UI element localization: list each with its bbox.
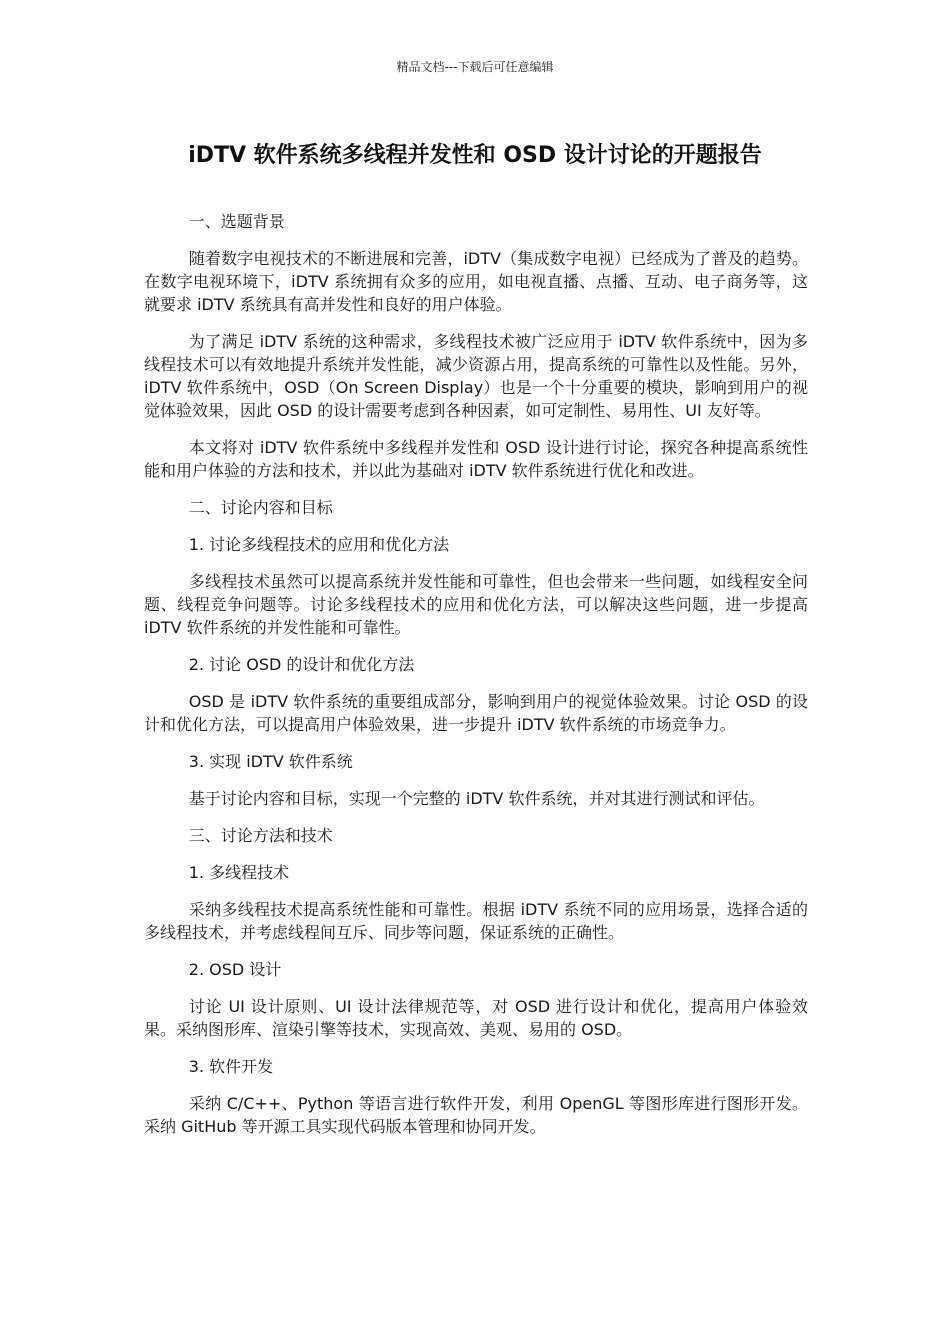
subsection-heading: 3. 软件开发 [188,1057,274,1076]
document-title: iDTV 软件系统多线程并发性和 OSD 设计讨论的开题报告 [188,143,762,168]
subsection-heading: 3. 实现 iDTV 软件系统 [188,752,353,771]
subsection-heading: 1. 讨论多线程技术的应用和优化方法 [188,535,450,554]
paragraph: 基于讨论内容和目标，实现一个完整的 iDTV 软件系统，并对其进行测试和评估。 [188,789,765,808]
paragraph: 多线程技术虽然可以提高系统并发性能和可靠性，但也会带来一些问题，如线程安全问题、线程竞争问题等。讨论多线程技术的应用和优化方法，可以解决这些问题，进一步提高 iDTV 软件系统的并发性能和可靠性。 [144,572,808,637]
paragraph: 随着数字电视技术的不断进展和完善，iDTV（集成数字电视）已经成为了普及的趋势。在数字电视环境下，iDTV 系统拥有众多的应用，如电视直播、点播、互动、电子商务等，这就要求 iDTV 系统具有高并发性和良好的用户体验。 [144,249,808,314]
paragraph: 采纳多线程技术提高系统性能和可靠性。根据 iDTV 系统不同的应用场景，选择合适的多线程技术，并考虑线程间互斥、同步等问题，保证系统的正确性。 [144,900,808,942]
paragraph: 为了满足 iDTV 系统的这种需求，多线程技术被广泛应用于 iDTV 软件系统中，因为多线程技术可以有效地提升系统并发性能，减少资源占用，提高系统的可靠性以及性能。另外，iDTV 软件系统中，OSD（On Screen Display）也是一个十分重要的模块，影响到用户的视觉体验效果，因此 OSD 的设计需要考虑到各种因素，如可定制性、易用性、UI 友好等。 [144,332,808,420]
paragraph: 讨论 UI 设计原则、UI 设计法律规范等，对 OSD 进行设计和优化，提高用户体验效果。采纳图形库、渲染引擎等技术，实现高效、美观、易用的 OSD。 [144,997,808,1039]
document-body [144,210,808,1152]
subsection-heading: 2. 讨论 OSD 的设计和优化方法 [188,655,415,674]
paragraph: 本文将对 iDTV 软件系统中多线程并发性和 OSD 设计进行讨论，探究各种提高系统性能和用户体验的方法和技术，并以此为基础对 iDTV 软件系统进行优化和改进。 [144,438,808,480]
paragraph: 采纳 C/C++、Python 等语言进行软件开发，利用 OpenGL 等图形库进行图形开发。采纳 GitHub 等开源工具实现代码版本管理和协同开发。 [144,1094,808,1136]
paragraph: OSD 是 iDTV 软件系统的重要组成部分，影响到用户的视觉体验效果。讨论 OSD 的设计和优化方法，可以提高用户体验效果，进一步提升 iDTV 软件系统的市场竞争力。 [144,692,808,734]
section-heading-background: 一、选题背景 [188,212,285,231]
section-heading-methods: 三、讨论方法和技术 [188,826,333,845]
page-header: 精品文档---下载后可任意编辑 [396,60,554,74]
section-heading-content-goals: 二、讨论内容和目标 [188,498,333,517]
subsection-heading: 1. 多线程技术 [188,863,290,882]
subsection-heading: 2. OSD 设计 [188,960,282,979]
